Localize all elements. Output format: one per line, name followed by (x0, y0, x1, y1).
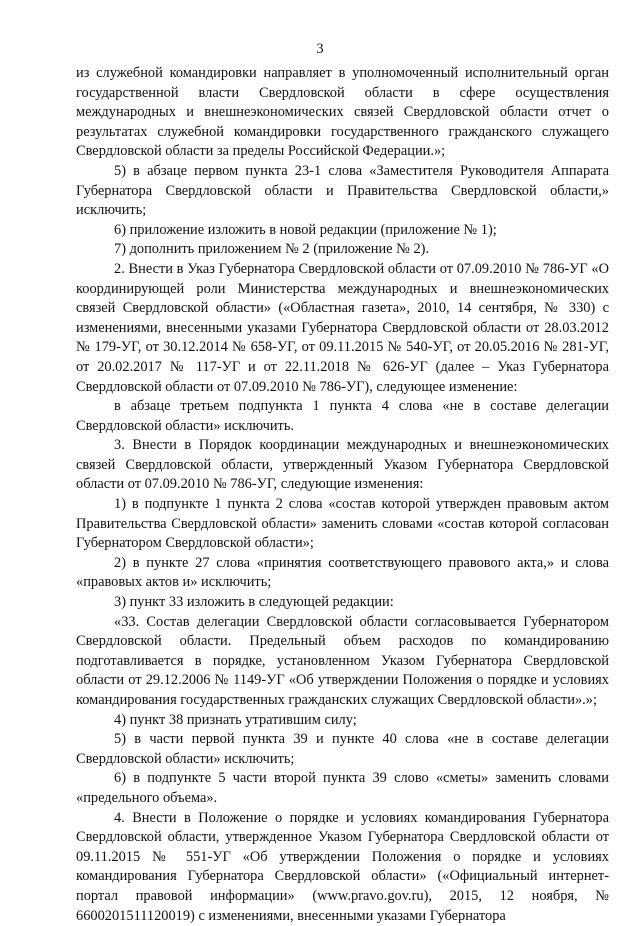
paragraph: 4. Внести в Положение о порядке и условиях командирования Губернатора Свердловской области, утвержденное Указом Губернатора Свердловской области от 09.11.2015 № 551-УГ «Об утверждении Положения о порядке и условиях командирования Губернатора Свердловской области» («Официальный интернет-портал правовой информации» (www.pravo.gov.ru), 2015, 12 ноября, № 6600201511120019) с изменениями, внесенными указами Губернатора (76, 809, 609, 924)
paragraph: 5) в абзаце первом пункта 23-1 слова «Заместителя Руководителя Аппарата Губернатора Свердловской области и Правительства Свердловской области,» исключить; (76, 162, 609, 219)
paragraph: 6) приложение изложить в новой редакции (приложение № 1); (114, 221, 497, 238)
page-number: 3 (316, 41, 324, 57)
paragraph: 3) пункт 33 изложить в следующей редакции: (114, 594, 394, 611)
paragraph: 2) в пункте 27 слова «принятия соответствующего правового акта,» и слова «правовых актов и» исключить; (76, 554, 609, 591)
paragraph: 4) пункт 38 признать утратившим силу; (114, 711, 357, 728)
paragraph: 7) дополнить приложением № 2 (приложение № 2). (114, 241, 430, 258)
paragraph: 1) в подпункте 1 пункта 2 слова «состав которой утвержден правовым актом Правительства Свердловской области» заменить словами «состав которой согласован Губернатором Свердловской области»; (76, 496, 609, 552)
paragraph: 2. Внести в Указ Губернатора Свердловской области от 07.09.2010 № 786-УГ «О координирующей роли Министерства международных и внешнеэкономических связей Свердловской области» («Областная газета», 2010, 14 сентября, № 330) с изменениями, внесенными указами Губернатора Свердловской области от 28.03.2012 № 179-УГ, от 30.12.2014 № 658-УГ, от 09.11.2015 № 540-УГ, от 20.05.2016 № 281-УГ, от 20.02.2017 № 117-УГ и от 22.11.2018 № 626-УГ (далее – Указ Губернатора Свердловской области от 07.09.2010 № 786-УГ), следующее изменение: (76, 260, 609, 395)
paragraph: 5) в части первой пункта 39 и пункте 40 слова «не в составе делегации Свердловской области» исключить; (76, 731, 609, 767)
paragraph: в абзаце третьем подпункта 1 пункта 4 слова «не в составе делегации Свердловской области» исключить. (76, 398, 609, 434)
document-body (76, 64, 609, 926)
paragraph: 3. Внести в Порядок координации международных и внешнеэкономических связей Свердловской области, утвержденный Указом Губернатора Свердловской области от 07.09.2010 № 786-УГ, следующие изменения: (76, 437, 609, 493)
paragraph: 6) в подпункте 5 части второй пункта 39 слово «сметы» заменить словами «предельного объема». (76, 770, 609, 806)
paragraph-continuation: из служебной командировки направляет в уполномоченный исполнительный орган государственной власти Свердловской области в сфере осуществления международных и внешнеэкономических связей Свердловской области отчет о результатах служебной командировки государственного гражданского служащего Свердловской области за пределы Российской Федерации.»; (76, 65, 609, 160)
paragraph: «33. Состав делегации Свердловской области согласовывается Губернатором Свердловской области. Предельный объем расходов по командированию подготавливается в порядке, установленном Указом Губернатора Свердловской области от 29.12.2006 № 1149-УГ «Об утверждении Положения о порядке и условиях командирования государственных гражданских служащих Свердловской области».»; (76, 613, 609, 708)
